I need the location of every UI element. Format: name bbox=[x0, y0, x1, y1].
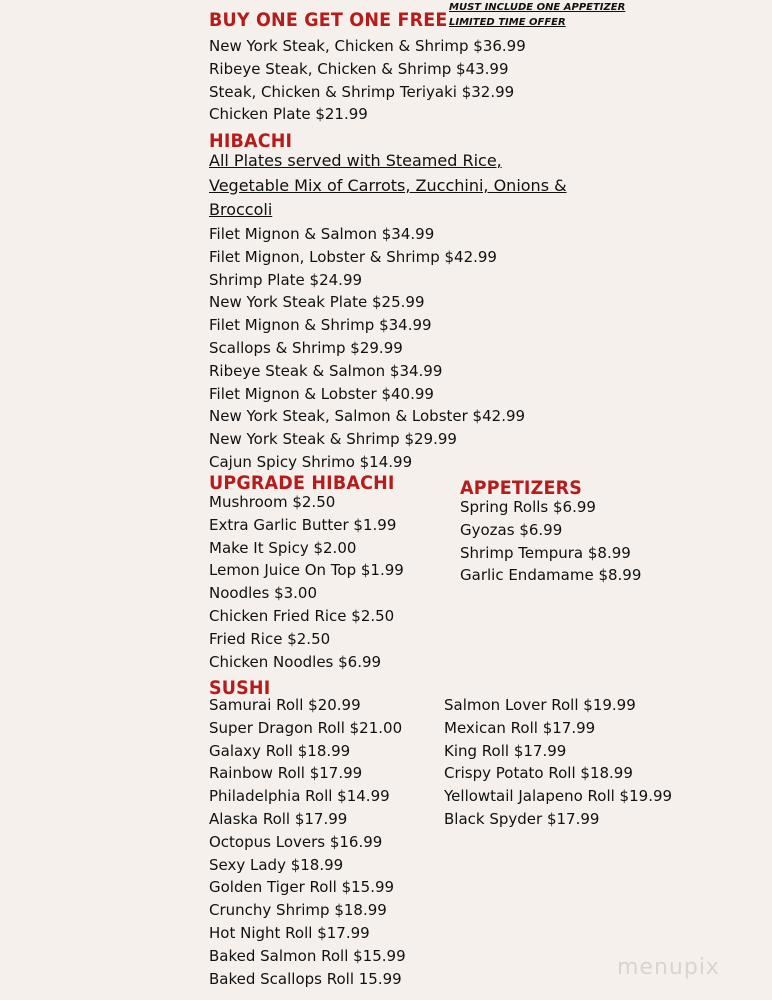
list-item: Chicken Fried Rice $2.50 bbox=[209, 606, 395, 625]
list-item: Make It Spicy $2.00 bbox=[209, 538, 357, 557]
list-item: Mushroom $2.50 bbox=[209, 493, 336, 511]
list-item: Spring Rolls $6.99 bbox=[460, 498, 596, 516]
upgrade-title: UPGRADE HIBACHI bbox=[209, 472, 395, 494]
list-item: Octopus Lovers $16.99 bbox=[209, 832, 383, 851]
list-item: Alaska Roll $17.99 bbox=[209, 809, 348, 828]
list-item: Steak, Chicken & Shrimp Teriyaki $32.99 bbox=[209, 82, 515, 101]
list-item: Fried Rice $2.50 bbox=[209, 629, 331, 648]
list-item: Mexican Roll $17.99 bbox=[444, 718, 596, 737]
list-item: Ribeye Steak, Chicken & Shrimp $43.99 bbox=[209, 59, 509, 78]
sushi-list-left bbox=[209, 694, 406, 990]
list-item: Sexy Lady $18.99 bbox=[209, 855, 344, 874]
list-item: New York Steak Plate $25.99 bbox=[209, 293, 425, 312]
list-item: Yellowtail Jalapeno Roll $19.99 bbox=[444, 787, 673, 806]
list-item: Galaxy Roll $18.99 bbox=[209, 741, 351, 760]
bogo-title: BUY ONE GET ONE FREE bbox=[209, 9, 448, 31]
hibachi-title: HIBACHI bbox=[209, 130, 293, 152]
list-item: Philadelphia Roll $14.99 bbox=[209, 787, 390, 806]
list-item: Lemon Juice On Top $1.99 bbox=[209, 561, 404, 580]
list-item: Crunchy Shrimp $18.99 bbox=[209, 901, 387, 920]
list-item: Filet Mignon & Salmon $34.99 bbox=[209, 225, 435, 243]
appetizers-list bbox=[460, 496, 641, 587]
list-item: King Roll $17.99 bbox=[444, 741, 567, 760]
list-item: Crispy Potato Roll $18.99 bbox=[444, 764, 633, 783]
list-item: Rainbow Roll $17.99 bbox=[209, 764, 363, 783]
list-item: Extra Garlic Butter $1.99 bbox=[209, 515, 397, 534]
list-item: Garlic Endamame $8.99 bbox=[460, 566, 642, 585]
list-item: Filet Mignon & Shrimp $34.99 bbox=[209, 316, 432, 335]
list-item: Chicken Plate $21.99 bbox=[209, 105, 368, 124]
watermark-logo: menupix bbox=[617, 955, 720, 980]
list-item: Noodles $3.00 bbox=[209, 584, 318, 603]
bogo-note-appetizer: MUST INCLUDE ONE APPETIZER bbox=[449, 2, 626, 13]
list-item: Samurai Roll $20.99 bbox=[209, 696, 361, 714]
list-item: Shrimp Plate $24.99 bbox=[209, 270, 363, 289]
list-item: Filet Mignon, Lobster & Shrimp $42.99 bbox=[209, 247, 497, 266]
bogo-note-limited: LIMITED TIME OFFER bbox=[449, 17, 566, 28]
hibachi-list bbox=[209, 223, 525, 474]
sushi-title: SUSHI bbox=[209, 677, 271, 699]
list-item: Baked Salmon Roll $15.99 bbox=[209, 946, 406, 965]
list-item: Salmon Lover Roll $19.99 bbox=[444, 696, 636, 714]
list-item: Black Spyder $17.99 bbox=[444, 809, 600, 828]
list-item: Scallops & Shrimp $29.99 bbox=[209, 338, 403, 357]
list-item: Gyozas $6.99 bbox=[460, 520, 563, 539]
list-item: Golden Tiger Roll $15.99 bbox=[209, 878, 395, 897]
appetizers-title: APPETIZERS bbox=[460, 477, 583, 499]
list-item: New York Steak, Salmon & Lobster $42.99 bbox=[209, 407, 526, 426]
hibachi-subtitle: All Plates served with Steamed Rice, Vegetable Mix of Carrots, Zucchini, Onions & Broccoli bbox=[209, 151, 567, 219]
list-item: Ribeye Steak & Salmon $34.99 bbox=[209, 361, 443, 380]
list-item: Super Dragon Roll $21.00 bbox=[209, 718, 403, 737]
list-item: Filet Mignon & Lobster $40.99 bbox=[209, 384, 434, 403]
upgrade-list bbox=[209, 491, 404, 673]
list-item: Baked Scallops Roll 15.99 bbox=[209, 969, 402, 988]
sushi-list-right bbox=[444, 694, 672, 831]
list-item: New York Steak, Chicken & Shrimp $36.99 bbox=[209, 37, 526, 55]
list-item: Cajun Spicy Shrimo $14.99 bbox=[209, 452, 413, 471]
list-item: Hot Night Roll $17.99 bbox=[209, 923, 370, 942]
list-item: Shrimp Tempura $8.99 bbox=[460, 543, 631, 562]
list-item: Chicken Noodles $6.99 bbox=[209, 652, 382, 671]
list-item: New York Steak & Shrimp $29.99 bbox=[209, 430, 457, 449]
bogo-list bbox=[209, 35, 526, 126]
